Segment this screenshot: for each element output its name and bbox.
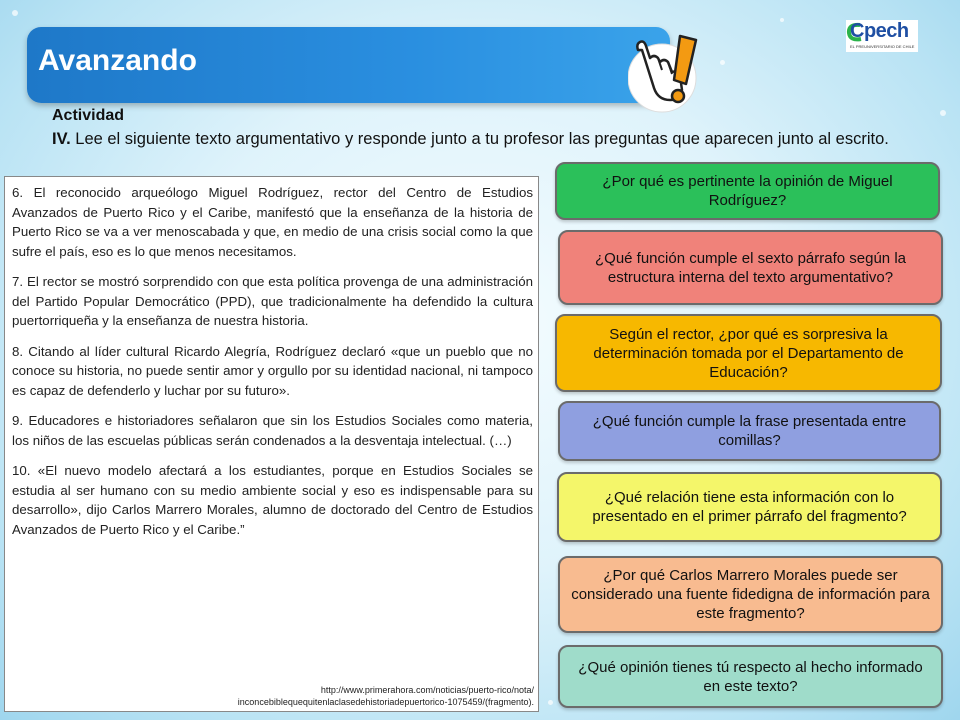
question-text: ¿Qué función cumple la frase presentada entre comillas? bbox=[592, 413, 907, 449]
background-sparkle bbox=[940, 110, 946, 116]
reading-text-box bbox=[4, 176, 539, 712]
text-paragraph-6: 6. El reconocido arqueólogo Miguel Rodríguez, rector del Centro de Estudios Avanzados de Puerto Rico y el Caribe, manifestó que la enseñanza de la historia de Puerto Rico se va a ver menoscabada y que, en medio de una crisis social como la que sufre el país, eso es lo que menos necesitamos. bbox=[12, 185, 533, 259]
question-text: ¿Qué función cumple el sexto párrafo según la estructura interna del texto argumentativo? bbox=[594, 249, 906, 286]
question-text: ¿Por qué es pertinente la opinión de Miguel Rodríguez? bbox=[602, 173, 893, 209]
question-box-2 bbox=[558, 230, 943, 305]
logo-subtext: EL PREUNIVERSITARIO DE CHILE bbox=[850, 44, 915, 49]
background-sparkle bbox=[12, 10, 18, 16]
activity-number: IV. bbox=[52, 130, 71, 148]
source-citation bbox=[238, 684, 534, 708]
question-text: ¿Qué opinión tienes tú respecto al hecho informado en este texto? bbox=[578, 658, 923, 695]
question-box-1 bbox=[555, 162, 940, 220]
activity-heading: Actividad bbox=[52, 107, 125, 124]
question-box-7 bbox=[558, 645, 943, 708]
question-text: ¿Qué relación tiene esta información con lo presentado en el primer párrafo del fragmento? bbox=[592, 489, 907, 525]
background-sparkle bbox=[780, 18, 784, 22]
question-text: Según el rector, ¿por qué es sorpresiva la determinación tomada por el Departamento de Educación? bbox=[593, 325, 904, 381]
question-box-4 bbox=[558, 401, 941, 461]
source-line-2: inconcebiblequequitenlaclasedehistoriadepuertorico-1075459/(fragmento). bbox=[237, 697, 534, 707]
brand-logo bbox=[846, 20, 918, 52]
pointing-hand-exclamation-icon bbox=[628, 28, 704, 118]
background-sparkle bbox=[720, 60, 725, 65]
text-paragraph-8: 8. Citando al líder cultural Ricardo Alegría, Rodríguez declaró «que un pueblo que no conoce su historia, no puede sentir amor y orgullo por su identidad nacional, ni tampoco es capaz de defenderlo y luchar por su futuro». bbox=[12, 343, 533, 398]
question-box-3 bbox=[555, 314, 942, 392]
text-paragraph-10: 10. «El nuevo modelo afectará a los estudiantes, porque en Estudios Sociales se estudia al ser humano con su medio ambiente social y eso es indispensable para su desarrollo», dijo Carlos Marrero Morales, alumno de doctorado del Centro de Estudios Avanzados de Puerto Rico y el Caribe.” bbox=[12, 463, 533, 537]
logo-text: Cpech bbox=[850, 20, 909, 42]
background-sparkle bbox=[548, 700, 553, 705]
text-paragraph-7: 7. El rector se mostró sorprendido con que esta política provenga de una administración del Partido Popular Democrático (PPD), que tradicionalmente ha defendido la cultura puertorriqueña y la enseñanza de nuestra historia. bbox=[12, 274, 533, 328]
activity-instruction bbox=[52, 128, 904, 150]
question-box-6 bbox=[558, 556, 943, 633]
question-text: ¿Por qué Carlos Marrero Morales puede ser considerado una fuente fidedigna de información para este fragmento? bbox=[571, 567, 930, 622]
page-title: Avanzando bbox=[38, 44, 197, 77]
text-paragraph-9: 9. Educadores e historiadores señalaron que sin los Estudios Sociales como materia, los niños de las escuelas públicas serán condenados a la desventaja intelectual. (…) bbox=[12, 413, 533, 448]
source-line-1: http://www.primerahora.com/noticias/puerto-rico/nota/ bbox=[320, 685, 534, 695]
activity-instruction-text: Lee el siguiente texto argumentativo y responde junto a tu profesor las preguntas que aparecen junto al escrito. bbox=[75, 130, 889, 148]
question-box-5 bbox=[557, 472, 942, 542]
